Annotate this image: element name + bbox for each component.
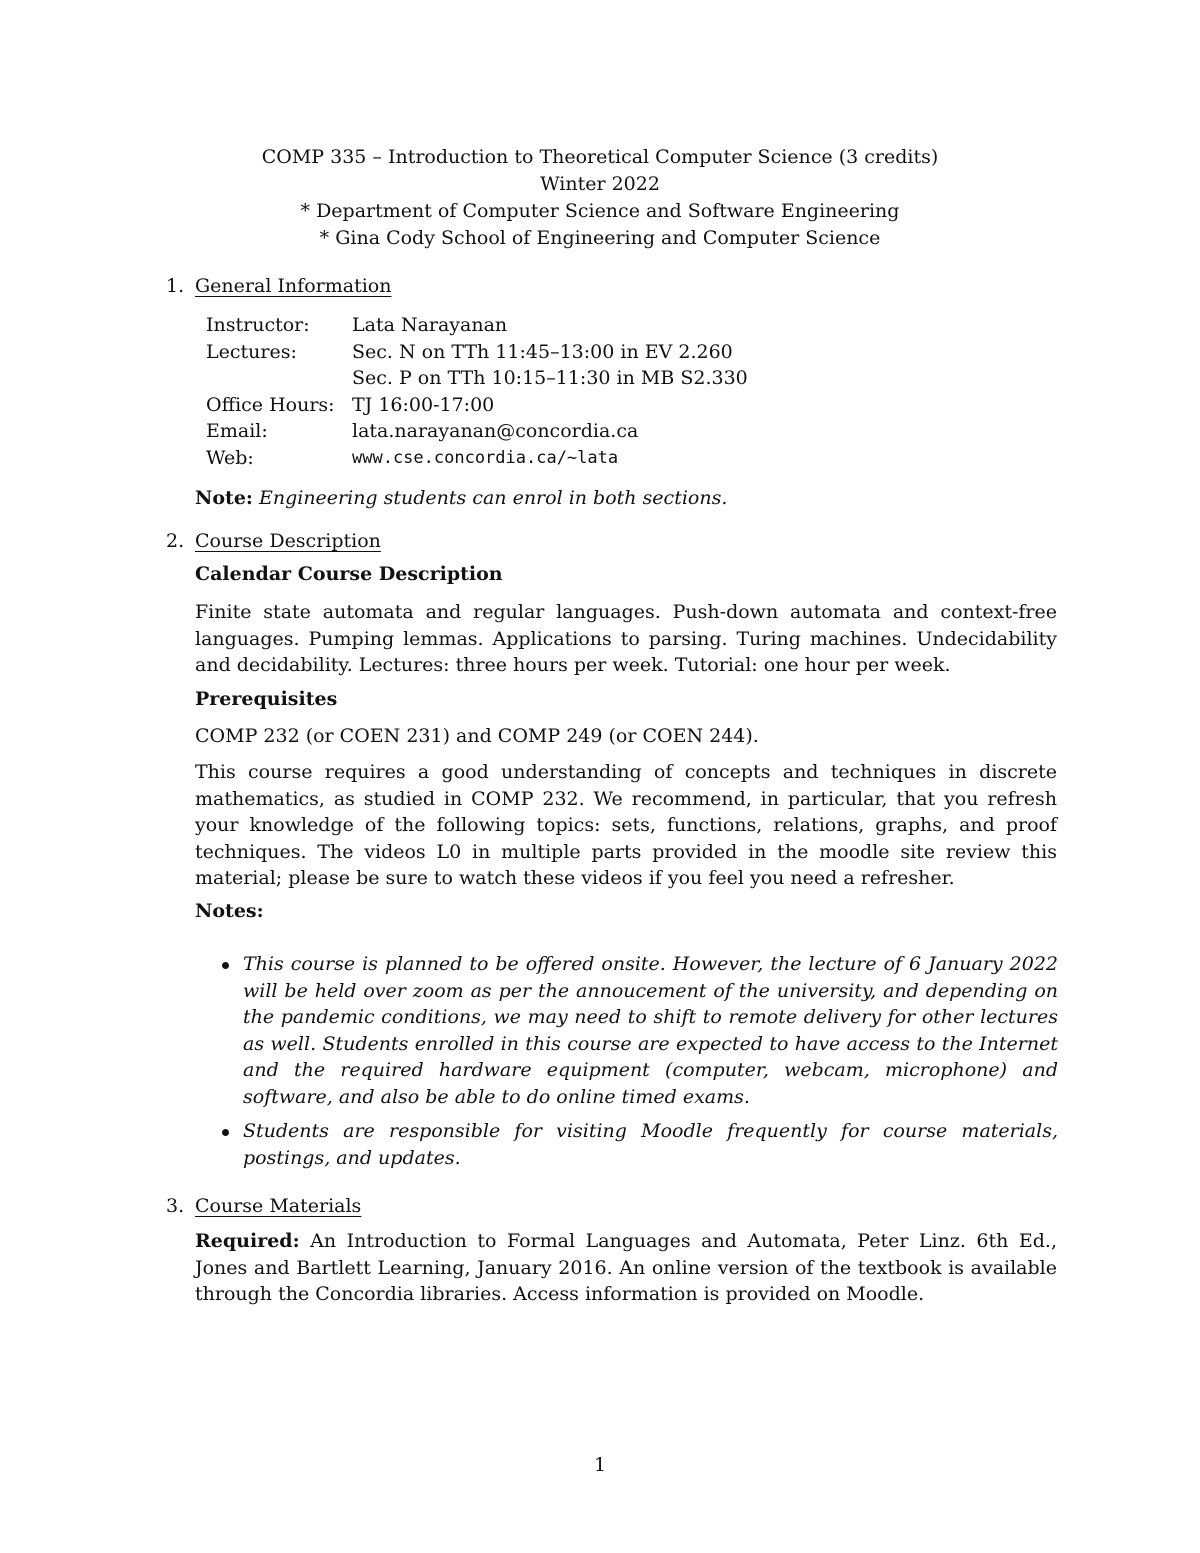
calendar-description-text: Finite state automata and regular languages. Push-down automata and context-free languages. Pumping lemmas. Applications to parsing. Turing machines. Undecidability and decidability. Lectures: three hours per week. Tutorial: one hour per week.: [195, 601, 1057, 676]
web-link[interactable]: www.cse.concordia.ca/~lata: [352, 447, 619, 468]
lectures-value-2: Sec. P on TTh 10:15–11:30 in MB S2.330: [352, 367, 748, 389]
office-hours-label: Office Hours:: [206, 393, 335, 416]
section-number: 3.: [166, 1195, 185, 1217]
lectures-row-2: [206, 365, 748, 392]
prerequisites-detail: This course requires a good understanding of concepts and techniques in discrete mathematics, as studied in COMP 232. We recommend, in particular, that you refresh your knowledge of the following topics: sets, functions, relations, graphs, and proof techniques. The videos L0 in multiple parts provided in the moodle site review this material; please be sure to watch these videos if you feel you need a refresher.: [195, 761, 1057, 889]
lectures-label: Lectures:: [206, 340, 297, 363]
section-title: General Information: [195, 275, 392, 297]
required-label: Required:: [195, 1230, 300, 1252]
notes-heading: Notes:: [195, 900, 264, 922]
office-hours-row: [206, 392, 748, 419]
section-number: 1.: [166, 275, 185, 297]
instructor-label: Instructor:: [206, 314, 310, 336]
required-materials: [195, 1228, 1057, 1308]
note-label: Note:: [195, 487, 253, 509]
lectures-value-1: Sec. N on TTh 11:45–13:00 in EV 2.260: [352, 340, 733, 363]
page-number: 1: [593, 1454, 607, 1476]
document-header: [0, 144, 1200, 252]
calendar-description-heading: Calendar Course Description: [195, 563, 503, 585]
list-item: [218, 951, 1058, 1110]
notes-list: [218, 951, 1058, 1171]
note-text: Engineering students can enrol in both sections.: [258, 487, 728, 509]
email-label: Email:: [206, 420, 268, 442]
section-title: Course Description: [195, 530, 381, 552]
section-materials-heading: [166, 1193, 361, 1219]
note-item-text: This course is planned to be offered onsite. However, the lecture of 6 January 2022 will be held over zoom as per the annoucement of the university, and depending on the pandemic conditions, we may need to shift to remote delivery for other lectures as well. Students enrolled in this course are expected to have access to the Internet and the required hardware equipment (computer, webcam, microphone) and software, and also be able to do online timed exams.: [243, 953, 1058, 1108]
lectures-row: [206, 339, 748, 366]
section-number: 2.: [166, 530, 185, 552]
prerequisites-text: COMP 232 (or COEN 231) and COMP 249 (or COEN 244).: [195, 725, 759, 747]
required-text: An Introduction to Formal Languages and Automata, Peter Linz. 6th Ed., Jones and Bartlett Learning, January 2016. An online version of the textbook is available through the Concordia libraries. Access information is provided on Moodle.: [195, 1230, 1057, 1305]
department-line: * Department of Computer Science and Software Engineering: [300, 200, 900, 222]
course-term: Winter 2022: [540, 173, 660, 195]
email-value[interactable]: lata.narayanan@concordia.ca: [352, 420, 639, 442]
office-hours-value: TJ 16:00-17:00: [352, 393, 495, 416]
section-description-heading: [166, 528, 381, 554]
web-label: Web:: [206, 446, 254, 469]
prerequisites-heading: Prerequisites: [195, 688, 338, 710]
bullet-icon: [222, 1129, 229, 1136]
email-row: [206, 418, 748, 445]
note-item-text: Students are responsible for visiting Moodle frequently for course materials, postings, and updates.: [243, 1120, 1058, 1169]
list-item: [218, 1118, 1058, 1171]
general-note: [195, 485, 1057, 512]
instructor-value: Lata Narayanan: [352, 314, 508, 336]
course-title: COMP 335 – Introduction to Theoretical Computer Science (3 credits): [261, 146, 939, 168]
bullet-icon: [222, 962, 229, 969]
school-line: * Gina Cody School of Engineering and Computer Science: [319, 227, 881, 249]
section-title: Course Materials: [195, 1195, 362, 1217]
section-general-heading: [166, 273, 391, 299]
instructor-row: [206, 312, 748, 339]
web-row: [206, 445, 748, 472]
general-info-table: [206, 312, 748, 471]
